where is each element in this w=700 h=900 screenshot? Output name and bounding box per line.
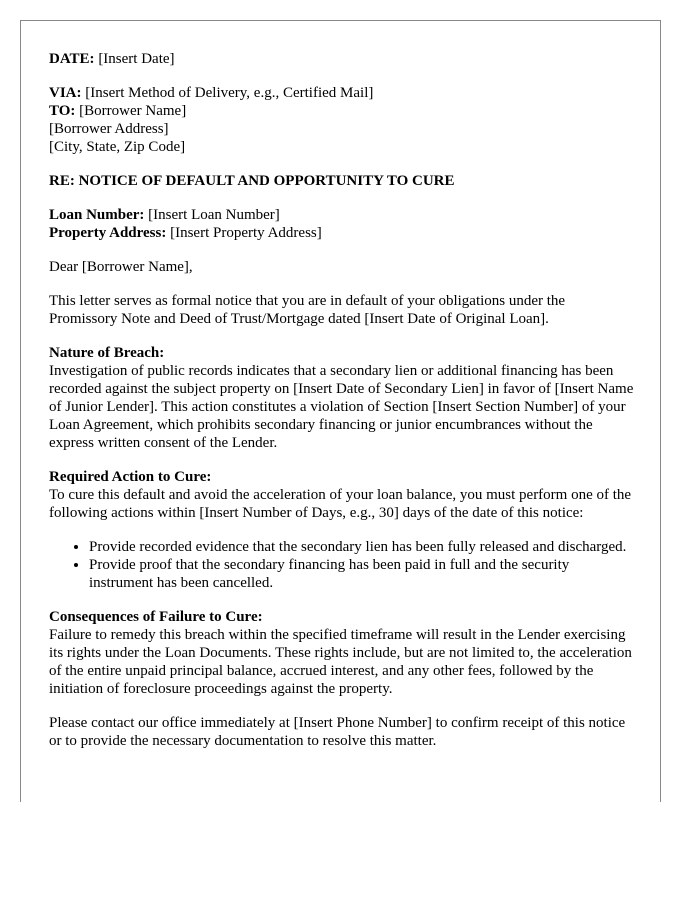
closing-paragraph: Please contact our office immediately at [Insert Phone Number] to confirm receipt of this notice or to provide the necessary documentation to resolve this matter. <box>49 715 626 749</box>
consequences-heading: Consequences of Failure to Cure: <box>49 609 263 625</box>
cure-list <box>49 538 634 592</box>
property-value: [Insert Property Address] <box>170 225 322 241</box>
date-value: [Insert Date] <box>98 51 175 67</box>
property-line <box>49 224 634 242</box>
re-text: RE: NOTICE OF DEFAULT AND OPPORTUNITY TO CURE <box>49 173 455 189</box>
loan-value: [Insert Loan Number] <box>148 207 280 223</box>
borrower-name: [Borrower Name] <box>79 103 187 119</box>
to-line <box>49 102 634 120</box>
cure-heading: Required Action to Cure: <box>49 469 212 485</box>
loan-line <box>49 206 634 224</box>
to-label: TO: <box>49 103 76 119</box>
date-line <box>49 50 634 68</box>
borrower-address: [Borrower Address] <box>49 121 169 137</box>
letter-page <box>20 20 661 802</box>
borrower-city: [City, State, Zip Code] <box>49 139 186 155</box>
consequences-text: Failure to remedy this breach within the specified timeframe will result in the Lender exercising its rights under the Loan Documents. These rights include, but are not limited to, the acceleration of the entire unpaid principal balance, accrued interest, and any other fees, followed by the initiation of foreclosure proceedings against the property. <box>49 627 632 697</box>
property-label: Property Address: <box>49 225 167 241</box>
consequences-section <box>49 608 634 698</box>
breach-section <box>49 344 634 452</box>
address-block <box>49 84 634 156</box>
breach-heading: Nature of Breach: <box>49 345 165 361</box>
via-line <box>49 84 634 102</box>
date-label: DATE: <box>49 51 95 67</box>
breach-text: Investigation of public records indicates that a secondary lien or additional financing has been recorded against the subject property on [Insert Date of Secondary Lien] in favor of [Insert Name of Junior Lender]. This action constitutes a violation of Section [Insert Section Number] of your Loan Agreement, which prohibits secondary financing or junior encumbrances without the express written consent of the Lender. <box>49 363 634 451</box>
salutation: Dear [Borrower Name], <box>49 259 193 275</box>
loan-label: Loan Number: <box>49 207 145 223</box>
via-label: VIA: <box>49 85 82 101</box>
list-item: • Provide proof that the secondary financing has been paid in full and the security instrument has been cancelled. <box>89 556 634 592</box>
cure-section <box>49 468 634 522</box>
loan-block <box>49 206 634 242</box>
letter-content <box>49 50 634 766</box>
list-item: • Provide recorded evidence that the secondary lien has been fully released and discharged. <box>89 538 634 556</box>
intro-paragraph: This letter serves as formal notice that you are in default of your obligations under the Promissory Note and Deed of Trust/Mortgage dated [Insert Date of Original Loan]. <box>49 293 566 327</box>
cure-text: To cure this default and avoid the acceleration of your loan balance, you must perform one of the following actions within [Insert Number of Days, e.g., 30] days of the date of this notice: <box>49 487 632 521</box>
via-value: [Insert Method of Delivery, e.g., Certified Mail] <box>85 85 374 101</box>
re-line <box>49 172 634 190</box>
